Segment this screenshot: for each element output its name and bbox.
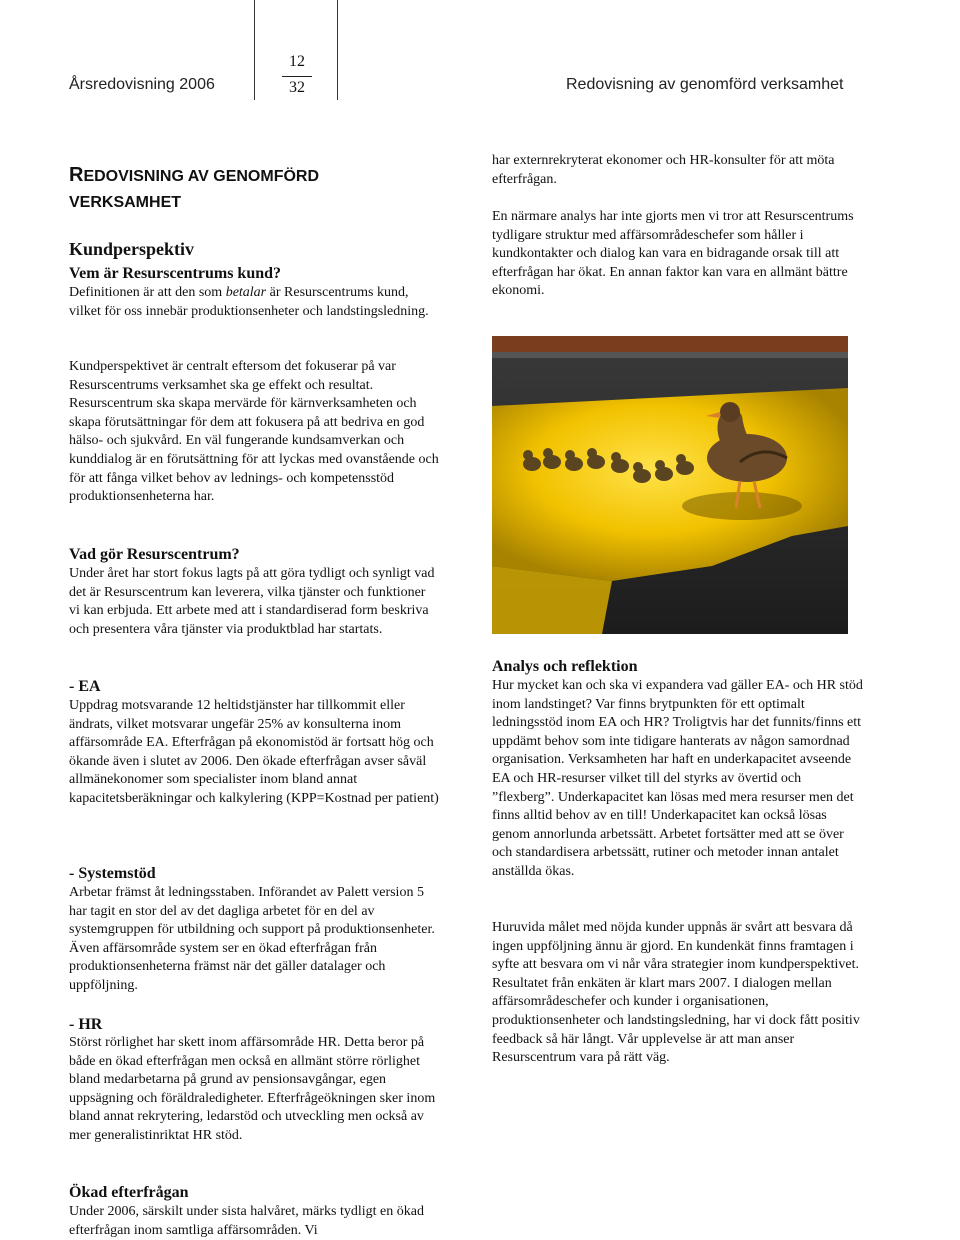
paragraph-okad-efterfragan: Under 2006, särskilt under sista halvåret, märks tydligt en ökad efterfrågan inom samtliga affärsområden. Vi [69,1204,424,1238]
paragraph-huruvida: Huruvida målet med nöjda kunder uppnås är svårt att besvara då ingen uppföljning ännu är gjord. En kundenkät finns framtagen i syfte att besvara om vi når våra strategier inom kundperspektivet. Resultatet från enkäten är klart mars 2007. I dialogen mellan affärsområdeschefer och kunder i organisationen, produktionsenheter och landstingsledning, har vi dock fått positiv feedback så här långt. Vår upplevelse är att man anser Resurscentrum vara på rätt väg. [492,920,860,1066]
brick-ledge [492,336,848,352]
duck-photo-illustration [492,336,848,634]
header-doc-title: Årsredovisning 2006 [69,76,215,93]
paragraph-ea: Uppdrag motsvarande 12 heltidstjänster har tillkommit eller ändrats, vilket motsvarar ungefär 25% av konsulterna inom affärsområde EA. Efterfrågan på ekonomistöd är fortsatt hög och ökande även i slutet av 2006. Den ökade efterfrågan avser såväl allmänekonomer som specialister inom bland annat kapacitetsberäkningar och kalkylering (KPP=Kostnad per patient) [69,698,439,806]
paragraph-narmare-analys: En närmare analys har inte gjorts men vi tror att Resurscentrums tydligare struktur med affärsområdeschefer som håller i kundkontakter och dialog kan vara en bidragande orsak till att efterfrågan har ökat. En annan faktor kan vara en allmänt bättre ekonomi. [492,209,854,299]
header-rule-left [254,0,255,100]
emphasis-betalar: betalar [225,285,267,300]
paragraph-vad-gor: Under året har stort fokus lagts på att göra tydligt och synligt vad det är Resurscentrum kan leverera, vilka tjänster och funktioner vi kan erbjuda. Ett arbete med att i standardiserad form beskriva och presentera våra tjänster via produktblad har startats. [69,566,435,637]
title-initial: R [69,164,84,186]
paragraph-analys: Hur mycket kan och ska vi expandera vad gäller EA- och HR stöd inom landstinget? Var finns brytpunkten för ett optimalt ledningsstöd inom EA och HR? Troligtvis har det funnits/finns ett uppdämt behov som inte tidigare hanterats av någon samordnad organisation. Verksamheten har haft en underkapacitet avseende EA och HR-resurser vilket till del styrks av övertid och ”flexberg”. Underkapacitet kan lösas med mera resurser men det finns alltid behov av en till! Underkapacitet kan också lösas genom annorlunda arbetssätt. Arbetet fortsätter med att se över och standardisera arbetssätt, rutiner och metoder innan antalet anställda ökas. [492,678,863,879]
title-line1: EDOVISNING AV GENOMFÖRD [83,168,320,185]
heading-okad-efterfragan: Ökad efterfrågan [69,1184,189,1201]
paragraph-hr: Störst rörlighet har skett inom affärsområde HR. Detta beror på både en ökad efterfrågan men också en allmänt större rörlighet bland medarbetarna på grund av pensionsavgångar, egen uppsägning och föräldraledigheter. Efterfrågeökningen sker inom bland annat rekrytering, ledarstöd och utveckling men också av mer generalistinriktat HR stöd. [69,1035,436,1143]
heading-vad-gor: Vad gör Resurscentrum? [69,546,240,563]
header-rule-right [337,0,338,100]
title-line2: VERKSAMHET [69,194,182,211]
paragraph-systemstod: Arbetar främst åt ledningsstaben. Införandet av Palett version 5 har tagit en stor del av det dagliga arbetet för en del av systemgruppen för utbildning och support på produktionsenheter. Även affärsområde system ser en ökad efterfrågan från produktionsenheterna främst när det gäller datalager och uppföljning. [69,885,435,993]
page-number-top: 12 [289,53,305,70]
paragraph-kundperspektivet: Kundperspektivet är centralt eftersom det fokuserar på var Resurscentrums verksamhet ska ge effekt och resultat. Resurscentrum ska skapa mervärde för kärnverksamheten och skapa förutsättningar för dem att fokusera på att bedriva en god hälso- och sjukvård. En väl fungerande kundsamverkan och kunddialog är en förutsättning för att lyckas med ovanstående och för att fånga vilket behov av lednings- och kompetensstöd produktionsenheterna har. [69,359,439,505]
paragraph-externrekryterat: har externrekryterat ekonomer och HR-konsulter för att möta efterfrågan. [492,153,835,187]
heading-systemstod: - Systemstöd [69,865,156,882]
header-section-title: Redovisning av genomförd verksamhet [566,76,844,93]
heading-ea: - EA [69,678,101,695]
page-number-bottom: 32 [282,76,312,97]
page-title [69,162,439,216]
heading-kundperspektiv: Kundperspektiv [69,239,195,259]
duck-photo [492,336,848,634]
heading-analys-reflektion: Analys och reflektion [492,658,638,675]
heading-vem-ar-kund: Vem är Resurscentrums kund? [69,265,282,282]
heading-hr: - HR [69,1016,103,1033]
paragraph-definition: Definitionen är att den som betalar är Resurscentrums kund, vilket för oss innebär produktionsenheter och landstingsledning. [69,285,429,319]
